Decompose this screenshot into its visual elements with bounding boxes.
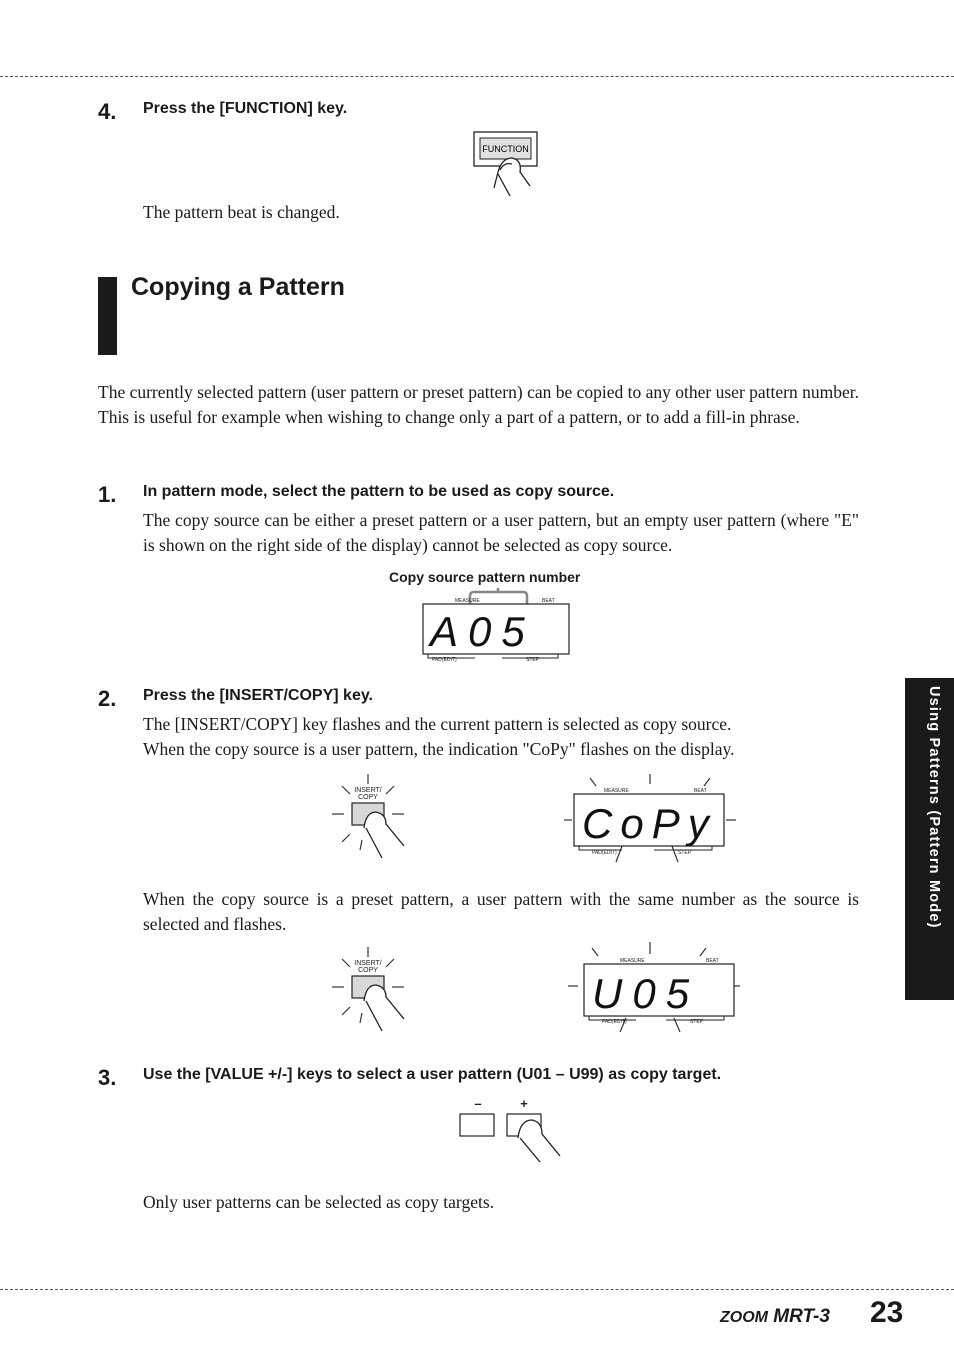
step-4-number: 4. bbox=[98, 99, 117, 124]
step-2-body-line-1: The [INSERT/COPY] key flashes and the current pattern is selected as copy source. bbox=[143, 714, 732, 734]
step-1-number: 1. bbox=[98, 482, 117, 507]
svg-text:MEASURE: MEASURE bbox=[604, 788, 629, 794]
lcd-text-a05: A05 bbox=[430, 608, 535, 655]
step-4-heading: Press the [FUNCTION] key. bbox=[143, 100, 348, 117]
svg-text:PAD(EDIT): PAD(EDIT) bbox=[432, 657, 457, 663]
svg-text:BEAT: BEAT bbox=[694, 788, 707, 794]
step-2-heading: Press the [INSERT/COPY] key. bbox=[143, 687, 373, 704]
step-2-body-preset: When the copy source is a preset pattern, a user pattern with the same number as the source is selected and flashes. bbox=[143, 889, 859, 934]
svg-text:PAD(EDIT): PAD(EDIT) bbox=[592, 850, 617, 856]
svg-text:MEASURE: MEASURE bbox=[455, 598, 480, 604]
step-2-number: 2. bbox=[98, 686, 117, 711]
insert-copy-key-flashing-2 bbox=[328, 945, 418, 1037]
section-intro: The currently selected pattern (user pattern or preset pattern) can be copied to any other user pattern number. This is useful for example when wishing to change only a part of a pattern, or to add a fill-in phrase. bbox=[98, 382, 859, 427]
svg-text:BEAT: BEAT bbox=[542, 598, 555, 604]
svg-text:STEP: STEP bbox=[526, 657, 540, 663]
step-2-body-line-2: When the copy source is a user pattern, the indication "CoPy" flashes on the display. bbox=[143, 739, 735, 759]
step-4-body: The pattern beat is changed. bbox=[143, 202, 340, 222]
finger-icon bbox=[364, 812, 404, 858]
svg-text:STEP: STEP bbox=[690, 1019, 704, 1025]
svg-text:INSERT/: INSERT/ bbox=[354, 960, 382, 967]
svg-text:STEP: STEP bbox=[678, 850, 692, 856]
footer-zoom: ZOOM bbox=[720, 1309, 768, 1326]
page-number: 23 bbox=[870, 1296, 904, 1329]
value-keys-illustration bbox=[452, 1094, 570, 1166]
svg-text:BEAT: BEAT bbox=[706, 958, 719, 964]
step-1-body: The copy source can be either a preset pattern or a user pattern, but an empty user pattern (where "E" is shown on the right side of the display) cannot be selected as copy source. bbox=[143, 510, 859, 555]
step-3-heading: Use the [VALUE +/-] keys to select a user pattern (U01 – U99) as copy target. bbox=[143, 1066, 722, 1083]
lcd-text-copy: CoPy bbox=[582, 800, 717, 847]
lcd-display-a05 bbox=[420, 588, 572, 664]
insert-copy-key-flashing bbox=[328, 772, 418, 864]
svg-text:MEASURE: MEASURE bbox=[620, 958, 645, 964]
svg-text:INSERT/: INSERT/ bbox=[354, 787, 382, 794]
finger-icon bbox=[364, 985, 404, 1031]
step-3-body: Only user patterns can be selected as copy targets. bbox=[143, 1192, 495, 1212]
minus-key-label: – bbox=[474, 1096, 482, 1111]
svg-text:COPY: COPY bbox=[358, 794, 378, 801]
top-rule bbox=[0, 76, 954, 77]
lcd-display-u05 bbox=[566, 940, 742, 1034]
function-key-label: FUNCTION bbox=[482, 144, 529, 154]
svg-text:PAD(EDIT): PAD(EDIT) bbox=[602, 1019, 627, 1025]
section-title: Copying a Pattern bbox=[131, 273, 345, 301]
side-tab-label: Using Patterns (Pattern Mode) bbox=[926, 686, 942, 929]
lcd-display-copy bbox=[562, 772, 740, 864]
footer-model: MRT-3 bbox=[773, 1306, 830, 1327]
plus-key-label: + bbox=[520, 1096, 528, 1111]
side-tab bbox=[905, 678, 954, 1000]
step-3-number: 3. bbox=[98, 1065, 117, 1090]
section-heading-bar bbox=[98, 277, 117, 355]
function-key-illustration bbox=[470, 128, 545, 202]
svg-text:COPY: COPY bbox=[358, 967, 378, 974]
bottom-rule bbox=[0, 1289, 954, 1290]
step-1-heading: In pattern mode, select the pattern to be used as copy source. bbox=[143, 483, 615, 500]
footer-brand bbox=[720, 1306, 830, 1328]
lcd-text-u05: U05 bbox=[592, 970, 700, 1017]
finger-icon bbox=[518, 1120, 560, 1162]
copy-source-caption: Copy source pattern number bbox=[389, 569, 581, 585]
minus-key bbox=[460, 1114, 494, 1136]
